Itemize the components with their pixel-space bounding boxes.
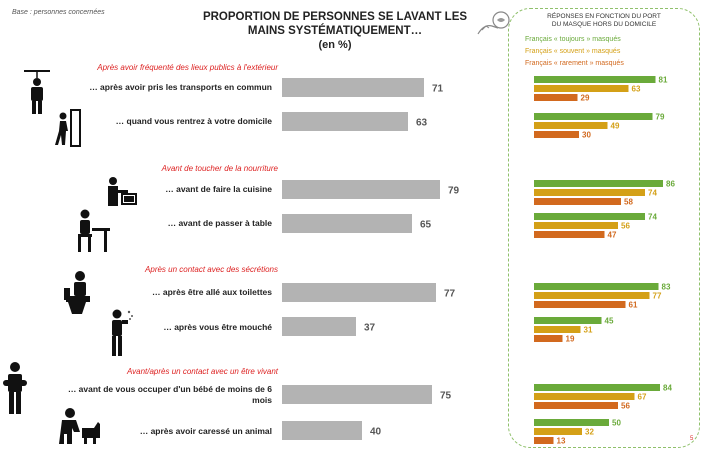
breakdown-bar: [534, 222, 618, 229]
breakdown-bar: [534, 326, 581, 333]
breakdown-bar-value: 83: [661, 282, 671, 292]
breakdown-bar-value: 13: [556, 436, 566, 446]
breakdown-bar-value: 45: [604, 316, 614, 326]
breakdown-bar: [534, 437, 554, 444]
breakdown-bar-value: 50: [612, 418, 621, 428]
breakdown-bar-value: 79: [655, 112, 665, 122]
section-title-living-being: Avant/après un contact avec un être vivant: [126, 367, 278, 376]
breakdown-bar: [534, 317, 602, 324]
breakdown-bar: [534, 231, 605, 238]
main-bar-value: 37: [364, 322, 376, 334]
row-label-baby: … avant de vous occuper d'un bébé de moins de 6 mois: [67, 384, 272, 405]
breakdown-bar: [534, 94, 578, 101]
breakdown-bar: [534, 335, 563, 342]
main-bar: [282, 421, 362, 440]
section-title-food: Avant de toucher de la nourriture: [161, 164, 278, 173]
breakdown-bar-value: 31: [583, 325, 593, 335]
breakdown-bar-value: 81: [658, 75, 668, 85]
main-bar: [282, 180, 440, 199]
main-bar-value: 63: [416, 117, 428, 129]
breakdown-bar-value: 32: [585, 427, 594, 437]
title-line-2: MAINS SYSTÉMATIQUEMENT…: [247, 25, 423, 37]
breakdown-bar: [534, 393, 635, 400]
breakdown-bar-value: 63: [631, 84, 641, 94]
title-unit: (en %): [318, 39, 352, 51]
legend-rarement: Français « rarement » masqués: [525, 60, 624, 67]
main-bar: [282, 78, 424, 97]
main-bar-value: 75: [440, 390, 452, 402]
main-bar: [282, 283, 436, 302]
breakdown-bar: [534, 301, 626, 308]
breakdown-bar-value: 56: [621, 221, 630, 231]
breakdown-bar: [534, 180, 663, 187]
breakdown-bar: [534, 292, 650, 299]
breakdown-bar-value: 56: [621, 401, 630, 411]
breakdown-bar: [534, 131, 579, 138]
breakdown-bar-value: 84: [663, 383, 672, 393]
title-line-1: PROPORTION DE PERSONNES SE LAVANT LES: [202, 11, 468, 23]
breakdown-bar: [534, 189, 645, 196]
breakdown-bar: [534, 122, 608, 129]
main-bar: [282, 112, 408, 131]
breakdown-bar-value: 74: [648, 212, 657, 222]
main-bar-value: 71: [432, 83, 444, 95]
section-title-public-places: Après avoir fréquenté des lieux publics à l'extérieur: [97, 63, 278, 72]
legend-toujours: Français « toujours » masqués: [525, 36, 621, 43]
breakdown-bar: [534, 76, 656, 83]
breakdown-bar-value: 30: [582, 130, 591, 140]
breakdown-bar: [534, 113, 653, 120]
main-bar-value: 79: [448, 185, 460, 197]
breakdown-bar-value: 58: [624, 197, 633, 207]
base-note: Base : personnes concernées: [12, 9, 105, 16]
breakdown-bar: [534, 198, 621, 205]
breakdown-bar-value: 61: [628, 300, 638, 310]
main-bar: [282, 317, 356, 336]
main-bar-value: 65: [420, 219, 432, 231]
breakdown-bar: [534, 384, 660, 391]
breakdown-bar-value: 74: [648, 188, 657, 198]
main-bar: [282, 385, 432, 404]
breakdown-bar-value: 49: [610, 121, 620, 131]
breakdown-bar-value: 67: [637, 392, 647, 402]
breakdown-bar: [534, 402, 618, 409]
breakdown-bar-value: 47: [607, 230, 617, 240]
legend-souvent: Français « souvent » masqués: [525, 48, 621, 55]
breakdown-bar: [534, 419, 609, 426]
main-bar-value: 40: [370, 426, 382, 438]
breakdown-bar: [534, 213, 645, 220]
breakdown-bar: [534, 428, 582, 435]
breakdown-bar: [534, 85, 629, 92]
row-label-nose: … après vous être mouché: [163, 322, 272, 332]
row-label-home: … quand vous rentrez à votre domicile: [115, 116, 272, 126]
breakdown-bar-value: 77: [652, 291, 662, 301]
row-label-transports: … après avoir pris les transports en commun: [89, 82, 272, 92]
row-label-table: … avant de passer à table: [167, 218, 272, 228]
breakdown-title-line-1: RÉPONSES EN FONCTION DU PORT: [547, 13, 661, 20]
row-label-cooking: … avant de faire la cuisine: [165, 184, 272, 194]
main-bar: [282, 214, 412, 233]
breakdown-bar: [534, 283, 659, 290]
page-number: 5: [690, 436, 694, 442]
breakdown-bar-value: 86: [666, 179, 675, 189]
section-title-secretions: Après un contact avec des sécrétions: [145, 265, 278, 274]
row-label-animal: … après avoir caressé un animal: [139, 426, 272, 436]
breakdown-bar-value: 19: [565, 334, 575, 344]
main-bar-value: 77: [444, 288, 456, 300]
breakdown-title-line-2: DU MASQUE HORS DU DOMICILE: [551, 21, 657, 28]
row-label-toilets: … après être allé aux toilettes: [152, 287, 272, 297]
breakdown-bar-value: 29: [580, 93, 590, 103]
